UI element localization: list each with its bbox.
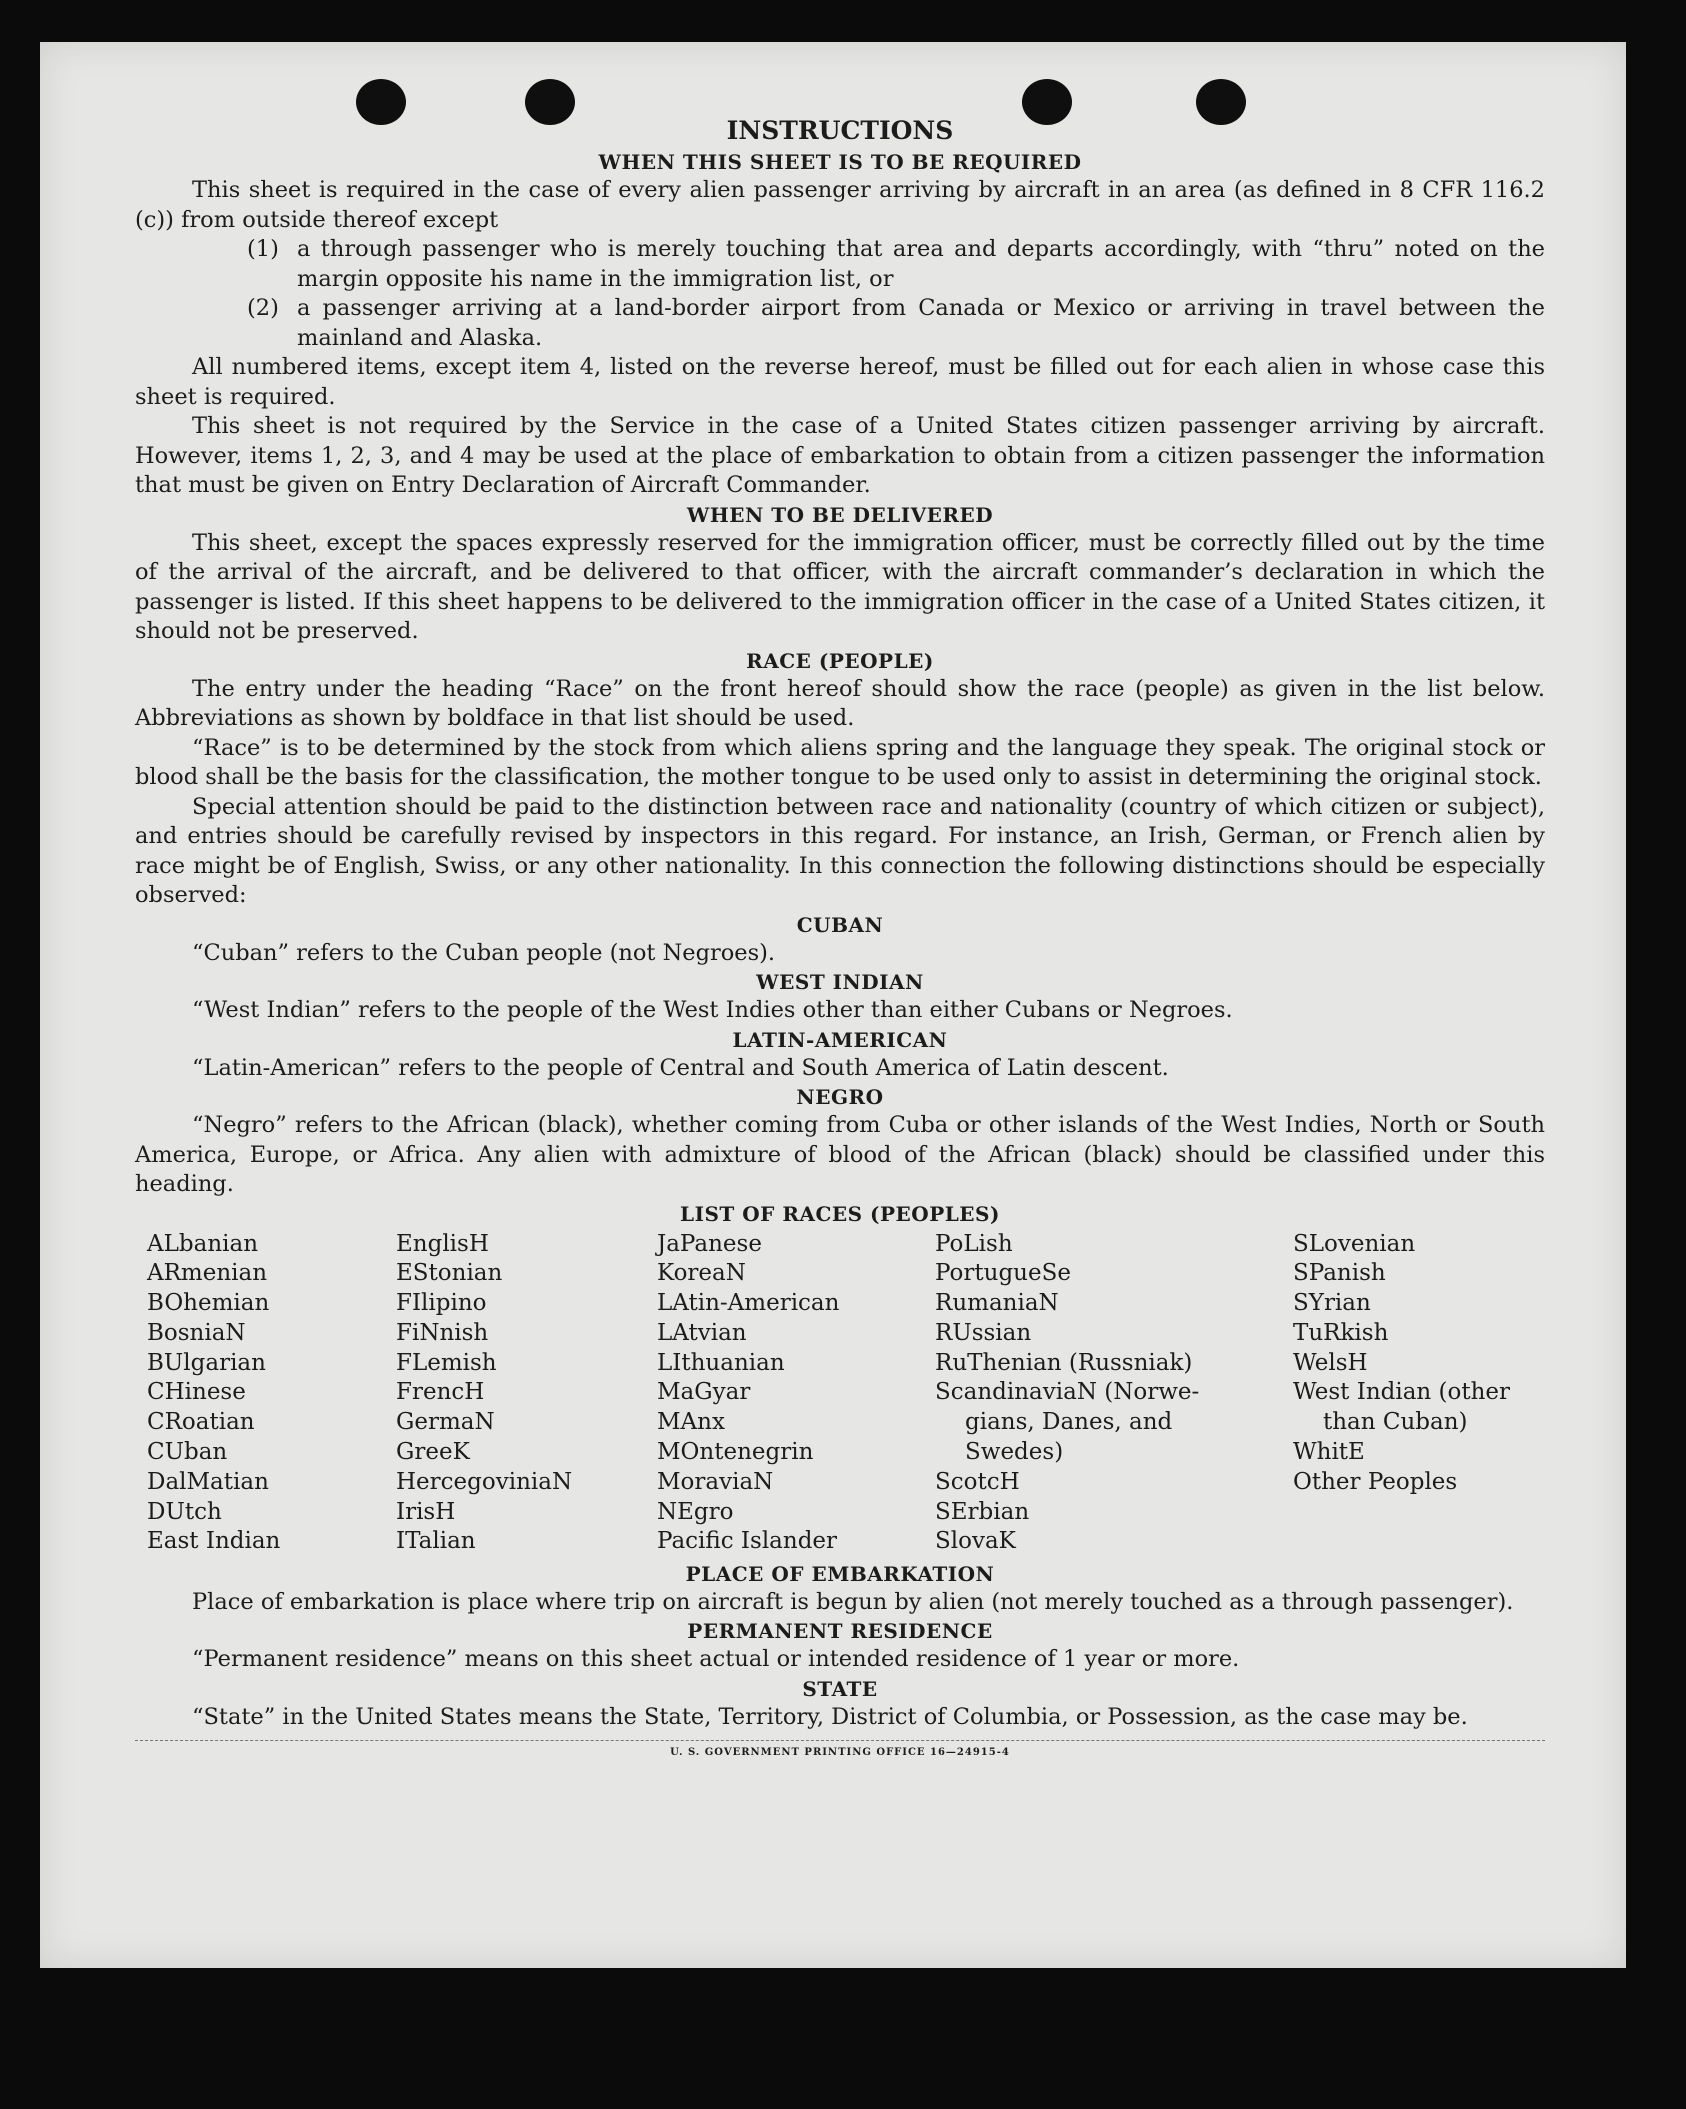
section-heading: PLACE OF EMBARKATION bbox=[685, 1561, 995, 1586]
race-item: FIlipino bbox=[396, 1290, 487, 1317]
race-item: SYrian bbox=[1293, 1290, 1371, 1317]
paragraph: This sheet, except the spaces expressly reserved for the immigration officer, must be correctly filled out by the time of the arrival of the aircraft, and be delivered to that officer, with the aircraft commander’s declaration in which the passenger is listed. If this sheet happens to be delivered to the immigration officer in the case of a United States citizen, it should not be preserved. bbox=[135, 529, 1545, 644]
section-heading: WHEN THIS SHEET IS TO BE REQUIRED bbox=[598, 150, 1082, 174]
race-item: WhitE bbox=[1293, 1439, 1365, 1466]
section-heading: STATE bbox=[802, 1676, 878, 1701]
race-column bbox=[147, 1230, 280, 1558]
race-item: ITalian bbox=[396, 1528, 476, 1555]
race-item: GermaN bbox=[396, 1409, 495, 1436]
race-item: EnglisH bbox=[396, 1230, 489, 1257]
section-heading: LIST OF RACES (PEOPLES) bbox=[680, 1201, 1000, 1226]
race-item: gians, Danes, and bbox=[965, 1409, 1173, 1436]
instructions-content bbox=[135, 114, 1545, 1758]
race-item: than Cuban) bbox=[1323, 1409, 1468, 1436]
race-item: RumaniaN bbox=[935, 1290, 1059, 1317]
race-item: FLemish bbox=[396, 1349, 497, 1376]
section-heading: RACE (PEOPLE) bbox=[746, 648, 934, 673]
race-item: CHinese bbox=[147, 1379, 246, 1406]
race-item: SErbian bbox=[935, 1498, 1030, 1525]
race-column bbox=[1293, 1230, 1510, 1498]
paragraph: This sheet is required in the case of every alien passenger arriving by aircraft in an area (as defined in 8 CFR 116.2 (c)) from outside thereof except bbox=[135, 177, 1545, 233]
race-item: HercegoviniaN bbox=[396, 1468, 573, 1495]
section-heading: LATIN-AMERICAN bbox=[732, 1027, 948, 1052]
race-item: FiNnish bbox=[396, 1319, 489, 1346]
exception-item bbox=[247, 294, 1545, 353]
race-item: SPanish bbox=[1293, 1260, 1386, 1287]
item-number: (2) bbox=[247, 295, 279, 321]
race-item: SlovaK bbox=[935, 1528, 1016, 1555]
race-item: IrisH bbox=[396, 1498, 456, 1525]
paragraph: The entry under the heading “Race” on the front hereof should show the race (people) as given in the list below. Abbreviations as shown by boldface in that list should be used. bbox=[135, 675, 1545, 731]
race-item: SLovenian bbox=[1293, 1230, 1416, 1257]
race-item: BosniaN bbox=[147, 1319, 246, 1346]
race-item: DUtch bbox=[147, 1498, 222, 1525]
race-item: FrencH bbox=[396, 1379, 485, 1406]
paragraph: “Permanent residence” means on this sheet actual or intended residence of 1 year or more. bbox=[192, 1646, 1240, 1672]
race-item: LAtin-American bbox=[657, 1290, 840, 1317]
paragraph: “Race” is to be determined by the stock from which aliens spring and the language they speak. The original stock or blood shall be the basis for the classification, the mother tongue to be used only to assist in determining the original stock. bbox=[135, 734, 1545, 790]
race-item: MAnx bbox=[657, 1409, 725, 1436]
paragraph: “Latin-American” refers to the people of Central and South America of Latin descent. bbox=[192, 1054, 1169, 1081]
race-item: CRoatian bbox=[147, 1409, 255, 1436]
page-title: INSTRUCTIONS bbox=[726, 116, 954, 145]
race-item: DalMatian bbox=[147, 1468, 269, 1495]
item-number: (1) bbox=[247, 236, 279, 262]
paragraph: Special attention should be paid to the distinction between race and nationality (country of which citizen or subject), and entries should be carefully revised by inspectors in this regard. For instance, an Irish, German, or French alien by race might be of English, Swiss, or any other nationality. In this connection the following distinctions should be especially observed: bbox=[135, 793, 1545, 908]
race-item: East Indian bbox=[147, 1528, 281, 1555]
paragraph: “State” in the United States means the State, Territory, District of Columbia, or Possession, as the case may be. bbox=[192, 1703, 1468, 1730]
section-heading: WEST INDIAN bbox=[756, 970, 924, 994]
race-item: EStonian bbox=[396, 1260, 503, 1287]
race-item: Swedes) bbox=[965, 1439, 1064, 1466]
race-item: GreeK bbox=[396, 1439, 470, 1466]
race-item: ALbanian bbox=[147, 1230, 259, 1257]
race-item: WelsH bbox=[1293, 1349, 1368, 1376]
race-item: BOhemian bbox=[147, 1290, 270, 1317]
race-item: MOntenegrin bbox=[657, 1439, 814, 1466]
section-heading: CUBAN bbox=[796, 912, 884, 937]
race-item: BUlgarian bbox=[147, 1349, 266, 1376]
race-item: MoraviaN bbox=[657, 1468, 774, 1495]
paragraph: “West Indian” refers to the people of the West Indies other than either Cubans or Negroes. bbox=[192, 997, 1233, 1023]
race-column bbox=[935, 1230, 1199, 1558]
race-item: West Indian (other bbox=[1293, 1379, 1511, 1406]
race-item: CUban bbox=[147, 1439, 228, 1466]
section-heading: PERMANENT RESIDENCE bbox=[687, 1619, 993, 1643]
race-item: RUssian bbox=[935, 1319, 1032, 1346]
item-text: a through passenger who is merely touching that area and departs accordingly, with “thru” noted on the margin opposite his name in the immigration list, or bbox=[297, 236, 1545, 292]
section-heading: NEGRO bbox=[796, 1085, 884, 1109]
race-item: Pacific Islander bbox=[657, 1528, 838, 1555]
race-item: PoLish bbox=[935, 1230, 1013, 1257]
paragraph: “Negro” refers to the African (black), whether coming from Cuba or other islands of the West Indies, North or South America, Europe, or Africa. Any alien with admixture of blood of the African (black) should be classified under this heading. bbox=[135, 1112, 1545, 1197]
paragraph: All numbered items, except item 4, listed on the reverse hereof, must be filled out for each alien in whose case this sheet is required. bbox=[135, 354, 1545, 410]
race-column bbox=[396, 1230, 572, 1558]
race-item: MaGyar bbox=[657, 1379, 751, 1406]
exception-item bbox=[247, 235, 1545, 294]
race-list bbox=[135, 1230, 1545, 1560]
race-item: JaPanese bbox=[657, 1230, 762, 1257]
section-heading: WHEN TO BE DELIVERED bbox=[686, 502, 994, 527]
race-item: KoreaN bbox=[657, 1260, 746, 1287]
race-item: TuRkish bbox=[1293, 1319, 1389, 1346]
item-text: a passenger arriving at a land-border airport from Canada or Mexico or arriving in travel between the mainland and Alaska. bbox=[297, 295, 1545, 351]
paragraph: This sheet is not required by the Service in the case of a United States citizen passenger arriving by aircraft. However, items 1, 2, 3, and 4 may be used at the place of embarkation to obtain from a citizen passenger the information that must be given on Entry Declaration of Aircraft Commander. bbox=[135, 413, 1545, 498]
race-item: Other Peoples bbox=[1293, 1468, 1458, 1495]
race-column bbox=[657, 1230, 839, 1558]
race-item: NEgro bbox=[657, 1498, 734, 1525]
race-item: LIthuanian bbox=[657, 1349, 785, 1376]
race-item: ScotcH bbox=[935, 1468, 1020, 1495]
paragraph: “Cuban” refers to the Cuban people (not Negroes). bbox=[192, 939, 776, 966]
race-item: RuThenian (Russniak) bbox=[935, 1349, 1193, 1376]
race-item: PortugueSe bbox=[935, 1260, 1071, 1287]
paragraph: Place of embarkation is place where trip on aircraft is begun by alien (not merely touched as a through passenger). bbox=[192, 1588, 1514, 1615]
printer-imprint: U. S. GOVERNMENT PRINTING OFFICE 16—24915-4 bbox=[135, 1740, 1545, 1758]
race-item: LAtvian bbox=[657, 1319, 747, 1346]
race-item: ScandinaviaN (Norwe- bbox=[935, 1379, 1200, 1406]
race-item: ARmenian bbox=[147, 1260, 268, 1287]
